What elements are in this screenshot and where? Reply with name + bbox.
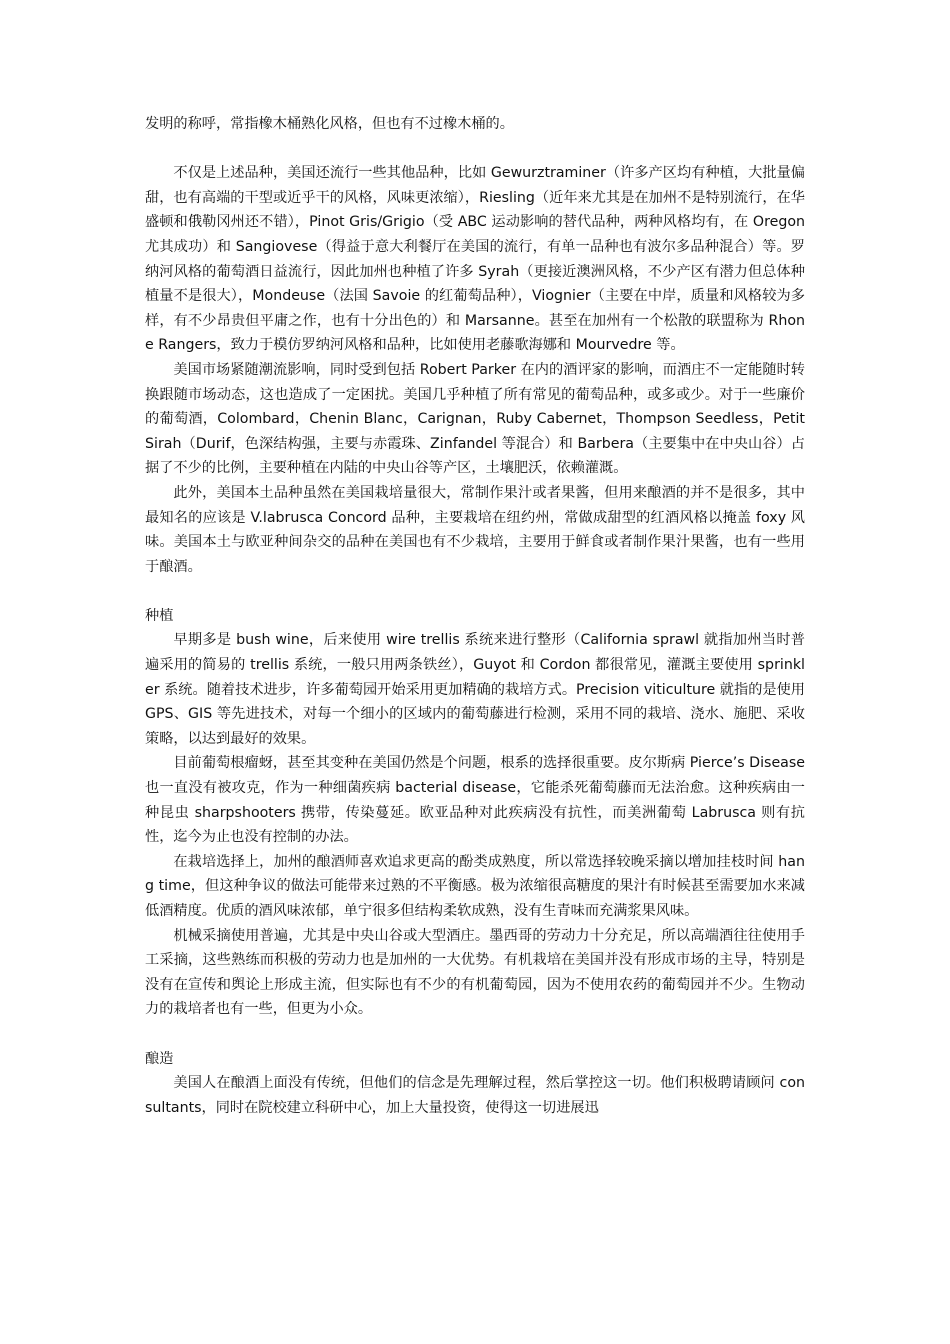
paragraph-winemaking: 美国人在酿酒上面没有传统，但他们的信念是先理解过程，然后掌控这一切。他们积极聘请顾问 consultants，同时在院校建立科研中心，加上大量投资，使得这一切进展迅 xyxy=(145,1075,805,1116)
section-gap xyxy=(145,579,805,604)
paragraph-harvest: 机械采摘使用普遍，尤其是中央山谷或大型酒庄。墨西哥的劳动力十分充足，所以高端酒往往使用手工采摘，这些熟练而积极的劳动力也是加州的一大优势。有机栽培在美国并没有形成市场的主导，特别是没有在宣传和舆论上形成主流，但实际也有不少的有机葡萄园，因为不使用农药的葡萄园并不少。生物动力的栽培者也有一些，但更为小众。 xyxy=(145,927,805,1018)
paragraph-market: 美国市场紧随潮流影响，同时受到包括 Robert Parker 在内的酒评家的影响，而酒庄不一定能随时转换跟随市场动态，这也造成了一定困扰。美国几乎种植了所有常见的葡萄品种，或多或少。对于一些廉价的葡萄酒，Colombard，Chenin Blanc，Carignan，Ruby Cabernet，Thompson Seedless，Petit Sirah（Durif，色深结构强，主要与赤霞珠、Zinfandel 等混合）和 Barbera（主要集中在中央山谷）占据了不少的比例，主要种植在内陆的中央山谷等产区，土壤肥沃，依赖灌溉。 xyxy=(145,361,805,477)
paragraph-phylloxera: 目前葡萄根瘤蚜，甚至其变种在美国仍然是个问题，根系的选择很重要。皮尔斯病 Pierce’s Disease 也一直没有被攻克，作为一种细菌疾病 bacterial disease，它能杀死葡萄藤而无法治愈。这种疾病由一种昆虫 sharpshooters 携带，传染蔓延。欧亚品种对此疾病没有抗性，而美洲葡萄 Labrusca 则有抗性，迄今为止也没有控制的办法。 xyxy=(145,755,805,846)
paragraph-varieties: 不仅是上述品种，美国还流行一些其他品种，比如 Gewurztraminer（许多产区均有种植，大批量偏甜，也有高端的干型或近乎干的风格，风味更浓缩），Riesling（近年来尤其是在加州不是特别流行，在华盛顿和俄勒冈州还不错），Pinot Gris/Grigio（受 ABC 运动影响的替代品种，两种风格均有，在 Oregon 尤其成功）和 Sangiovese（得益于意大利餐厅在美国的流行，有单一品种也有波尔多品种混合）等。罗纳河风格的葡萄酒日益流行，因此加州也种植了许多 Syrah（更接近澳洲风格，不少产区有潜力但总体种植量不是很大），Mondeuse（法国 Savoie 的红葡萄品种），Viognier（主要在中岸，质量和风格较为多样，有不少昂贵但平庸之作，也有十分出色的）和 Marsanne。甚至在加州有一个松散的联盟称为 Rhone Rangers，致力于模仿罗纳河风格和品种，比如使用老藤歌海娜和 Mourvedre 等。 xyxy=(145,165,805,354)
paragraph-hang-time: 在栽培选择上，加州的酿酒师喜欢追求更高的酚类成熟度，所以常选择较晚采摘以增加挂枝时间 hang time，但这种争议的做法可能带来过熟的不平衡感。极为浓缩很高糖度的果汁有时候甚至需要加水来减低酒精度。优质的酒风味浓郁，单宁很多但结构柔软成熟，没有生青味而充满浆果风味。 xyxy=(145,853,805,919)
section-gap xyxy=(145,1022,805,1047)
paragraph-gap xyxy=(145,137,805,162)
section-heading-planting: 种植 xyxy=(145,607,174,624)
document-page xyxy=(145,112,805,1120)
section-heading-winemaking: 酿造 xyxy=(145,1050,174,1067)
paragraph-trellis: 早期多是 bush wine，后来使用 wire trellis 系统来进行整形（California sprawl 就指加州当时普遍采用的简易的 trellis 系统，一般只用两条铁丝），Guyot 和 Cordon 都很常见，灌溉主要使用 sprinkler 系统。随着技术进步，许多葡萄园开始采用更加精确的栽培方式。Precision viticulture 就指的是使用 GPS、GIS 等先进技术，对每一个细小的区域内的葡萄藤进行检测，采用不同的栽培、浇水、施肥、采收策略，以达到最好的效果。 xyxy=(145,632,805,747)
paragraph-continuation: 发明的称呼，常指橡木桶熟化风格，但也有不过橡木桶的。 xyxy=(145,116,514,132)
paragraph-native-varieties: 此外，美国本土品种虽然在美国栽培量很大，常制作果汁或者果酱，但用来酿酒的并不是很多，其中最知名的应该是 V.labrusca Concord 品种，主要栽培在纽约州，常做成甜型的红酒风格以掩盖 foxy 风味。美国本土与欧亚种间杂交的品种在美国也有不少栽培，主要用于鲜食或者制作果汁果酱，也有一些用于酿酒。 xyxy=(145,484,805,575)
